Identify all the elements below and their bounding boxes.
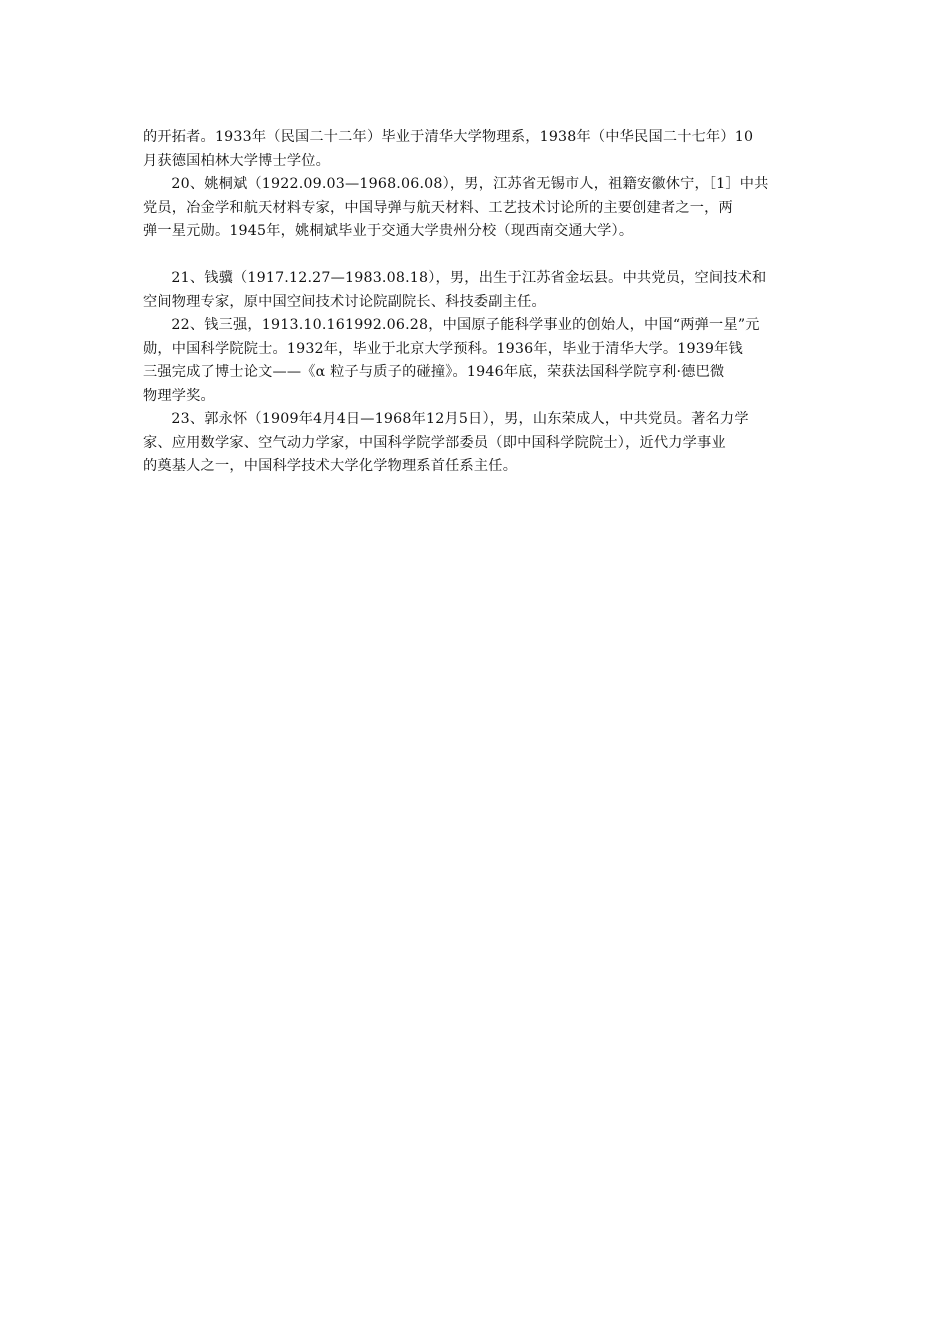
text-line: 的开拓者。1933年（民国二十二年）毕业于清华大学物理系，1938年（中华民国二十七年）10 [143, 129, 754, 145]
paragraph-entry-23 [143, 408, 808, 479]
text-line: 22、钱三强，1913.10.161992.06.28，中国原子能科学事业的创始人，中国“两弹一星”元 [171, 317, 760, 333]
text-line: 23、郭永怀（1909年4月4日—1968年12月5日），男，山东荣成人，中共党员。著名力学 [171, 411, 749, 427]
paragraph-entry-21 [143, 267, 808, 314]
text-line: 物理学奖。 [143, 387, 215, 404]
document-body [143, 126, 808, 479]
text-line: 三强完成了博士论文——《α 粒子与质子的碰撞》。1946年底，荣获法国科学院亨利·德巴微 [143, 364, 725, 380]
text-line: 月获德国柏林大学博士学位。 [143, 152, 331, 169]
paragraph-intro-continuation [143, 126, 808, 173]
text-line: 21、钱骥（1917.12.27—1983.08.18），男，出生于江苏省金坛县。中共党员，空间技术和 [171, 270, 767, 286]
text-line: 勋，中国科学院院士。1932年，毕业于北京大学预科。1936年，毕业于清华大学。1939年钱 [143, 340, 743, 357]
blank-line [143, 244, 808, 268]
paragraph-entry-20 [143, 173, 808, 244]
text-line: 空间物理专家，原中国空间技术讨论院副院长、科技委副主任。 [143, 293, 546, 310]
text-line: 弹一星元勋。1945年，姚桐斌毕业于交通大学贵州分校（现西南交通大学）。 [143, 223, 634, 239]
text-line: 20、姚桐斌（1922.09.03—1968.06.08），男，江苏省无锡市人，祖籍安徽休宁，［1］中共 [171, 176, 769, 192]
paragraph-entry-22 [143, 314, 808, 408]
text-line: 的奠基人之一，中国科学技术大学化学物理系首任系主任。 [143, 458, 518, 474]
text-line: 家、应用数学家、空气动力学家，中国科学院学部委员（即中国科学院院士），近代力学事业 [143, 434, 726, 451]
text-line: 党员，冶金学和航天材料专家，中国导弹与航天材料、工艺技术讨论所的主要创建者之一，两 [143, 199, 733, 216]
